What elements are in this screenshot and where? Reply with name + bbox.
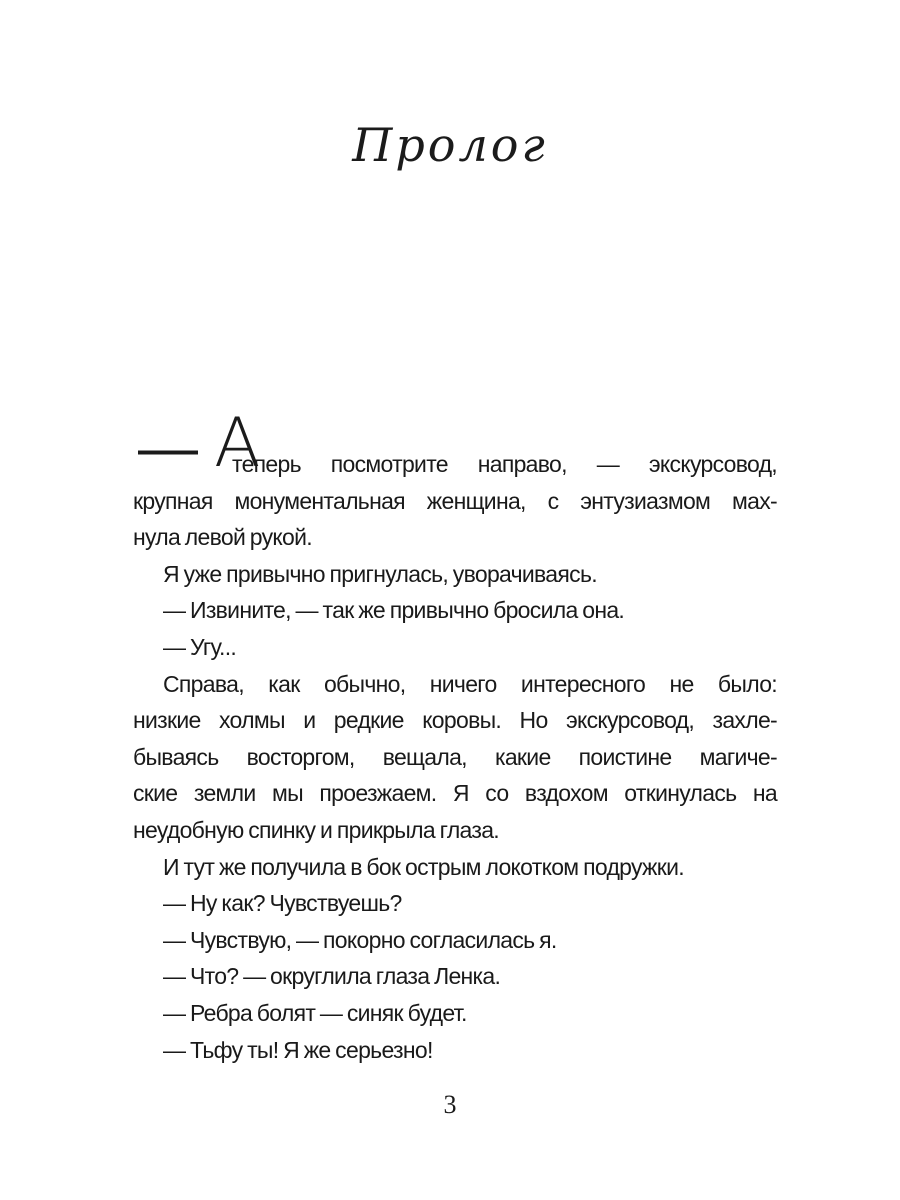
- text-line: И тут же получила в бок острым локотком подружки.: [163, 853, 684, 880]
- chapter-title: Пролог: [352, 118, 548, 172]
- text-line: — Извините, — так же привычно бросила она.: [163, 597, 625, 624]
- text-line: — Угу...: [163, 633, 237, 660]
- text-line: — Тьфу ты! Я же серьезно!: [163, 1036, 433, 1063]
- text-line: нула левой рукой.: [133, 524, 312, 551]
- body-text: [133, 446, 777, 1068]
- text-line: теперь посмотрите направо, — экскурсовод,: [232, 451, 777, 477]
- text-line: — Что? — округлила глаза Ленка.: [163, 963, 501, 990]
- text-line: ские земли мы проезжаем. Я со вздохом откинулась на: [133, 780, 777, 807]
- text-line: бываясь восторгом, вещала, какие поистине магиче-: [133, 743, 777, 770]
- text-line: — Ну как? Чувствуешь?: [163, 890, 402, 917]
- text-line: низкие холмы и редкие коровы. Но экскурсовод, захле-: [133, 707, 777, 734]
- drop-cap: А: [214, 404, 261, 483]
- text-line: Справа, как обычно, ничего интересного не было:: [163, 670, 777, 697]
- drop-dash: —: [138, 414, 198, 481]
- text-line: крупная монументальная женщина, с энтузиазмом мах-: [133, 487, 777, 514]
- text-line: Я уже привычно пригнулась, уворачиваясь.: [163, 560, 597, 587]
- text-line: неудобную спинку и прикрыла глаза.: [133, 816, 499, 843]
- text-line: — Чувствую, — покорно согласилась я.: [163, 926, 557, 953]
- page-number: 3: [443, 1090, 457, 1119]
- text-line: — Ребра болят — синяк будет.: [163, 999, 467, 1026]
